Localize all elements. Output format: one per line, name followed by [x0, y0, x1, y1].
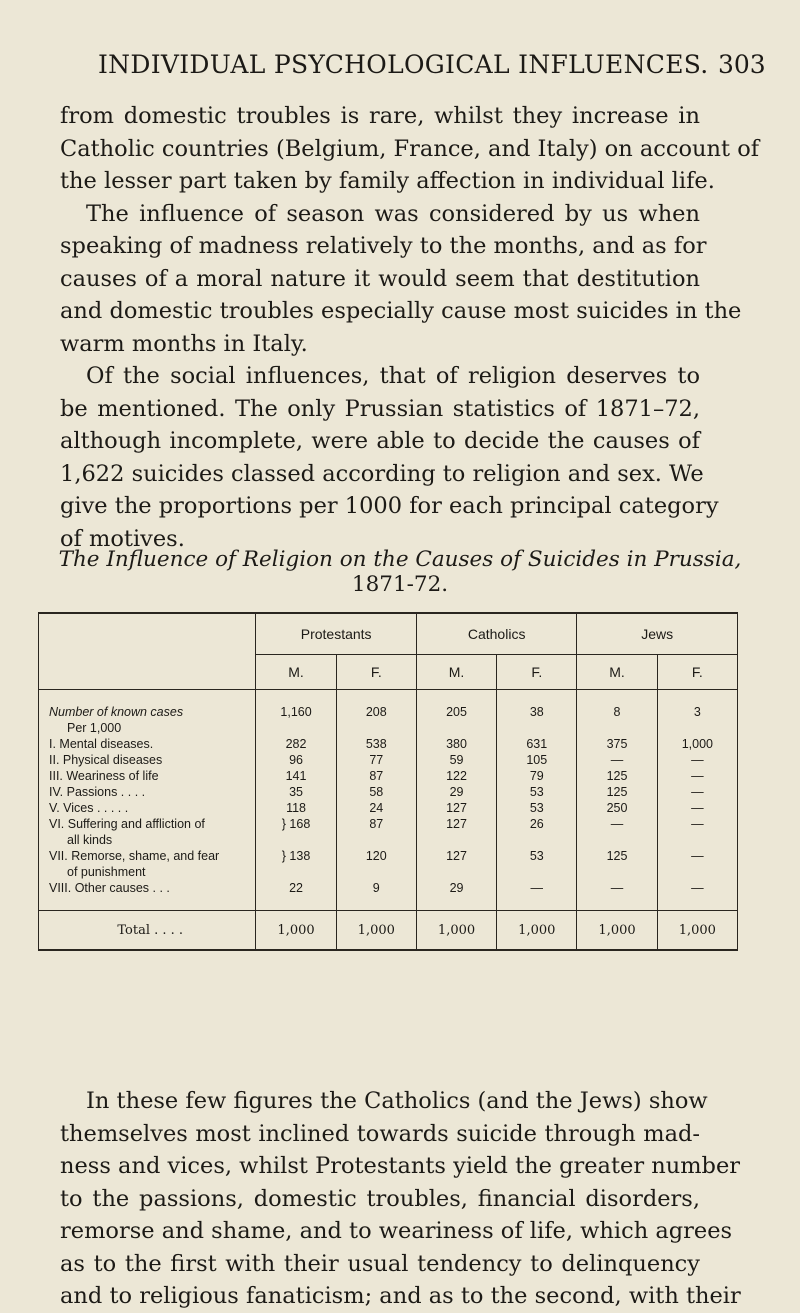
value-cell: 87 — [336, 816, 416, 848]
value-cell: 79 — [497, 768, 577, 784]
value-cell: 24 — [336, 800, 416, 816]
row-label-text: I. Mental diseases. — [49, 737, 154, 751]
text-line: be mentioned. The only Prussian statistics of 1871–72, — [60, 395, 700, 422]
table-row — [39, 880, 738, 896]
value-cell: 53 — [497, 848, 577, 880]
sex-header: M. — [577, 655, 657, 690]
table-row — [39, 752, 738, 768]
table-row — [39, 704, 738, 736]
value-cell: 538 — [336, 736, 416, 752]
value-cell: 282 — [256, 736, 336, 752]
value-cell: } 138 — [256, 848, 336, 880]
value-cell: 53 — [497, 784, 577, 800]
table-row — [39, 768, 738, 784]
value-cell: — — [657, 880, 737, 896]
table-caption-title: The Influence of Religion on the Causes of Suicides in Prussia, — [58, 547, 742, 572]
row-label — [39, 704, 256, 736]
total-cell: 1,000 — [577, 911, 657, 951]
row-label-text: II. Physical diseases — [49, 753, 163, 767]
text-line: The influence of season was considered by us when — [86, 200, 700, 227]
body-text-top — [60, 100, 760, 555]
row-label-text: III. Weariness of life — [49, 769, 159, 783]
text-line: In these few figures the Catholics (and the Jews) show — [86, 1088, 708, 1114]
table-row — [39, 848, 738, 880]
total-cell: 1,000 — [657, 911, 737, 951]
chapter-title: INDIVIDUAL PSYCHOLOGICAL INFLUENCES. — [98, 50, 709, 79]
text-line: and to religious fanaticism; and as to the second, with their — [60, 1283, 741, 1309]
value-cell: 125 — [577, 768, 657, 784]
row-label-subtext: all kinds — [67, 833, 113, 847]
text-line: to the passions, domestic troubles, financial disorders, — [60, 1185, 700, 1212]
text-line: as to the first with their usual tendency to delinquency — [60, 1250, 700, 1277]
row-label-text: IV. Passions . . . . — [49, 785, 146, 799]
text-line: the lesser part taken by family affection in individual life. — [60, 168, 715, 194]
sex-header: M. — [256, 655, 336, 690]
row-label-text: VIII. Other causes . . . — [49, 881, 170, 895]
text-line: Catholic countries (Belgium, France, and Italy) on account of — [60, 135, 760, 162]
text-line: from domestic troubles is rare, whilst they increase in — [60, 103, 700, 129]
value-cell: 77 — [336, 752, 416, 768]
value-cell: 96 — [256, 752, 336, 768]
value-cell: 35 — [256, 784, 336, 800]
value-cell: — — [577, 816, 657, 848]
value-cell: 380 — [416, 736, 496, 752]
group-header: Protestants — [256, 613, 417, 655]
value-cell: — — [577, 880, 657, 896]
value-cell: 38 — [497, 704, 577, 736]
total-cell: 1,000 — [336, 911, 416, 951]
value-cell: 127 — [416, 816, 496, 848]
row-label-subtext: Per 1,000 — [67, 721, 122, 735]
table-row — [39, 816, 738, 848]
value-cell: 205 — [416, 704, 496, 736]
total-cell: 1,000 — [497, 911, 577, 951]
sex-header: F. — [336, 655, 416, 690]
value-cell: 87 — [336, 768, 416, 784]
row-label — [39, 752, 256, 768]
text-line: ness and vices, whilst Protestants yield the greater number — [60, 1153, 741, 1179]
row-label — [39, 880, 256, 896]
row-label-text: VI. Suffering and affliction of — [49, 817, 205, 831]
value-cell: — — [657, 784, 737, 800]
total-cell: 1,000 — [416, 911, 496, 951]
row-label-subtext: of punishment — [67, 865, 146, 879]
row-label-text: Number of known cases — [49, 705, 184, 719]
body-text-bottom — [60, 1085, 741, 1313]
total-cell: 1,000 — [256, 911, 336, 951]
group-header: Jews — [577, 613, 738, 655]
table-row — [39, 800, 738, 816]
row-label — [39, 768, 256, 784]
text-line: give the proportions per 1000 for each principal category — [60, 493, 719, 519]
value-cell: 3 — [657, 704, 737, 736]
value-cell: 29 — [416, 880, 496, 896]
value-cell: 58 — [336, 784, 416, 800]
value-cell: — — [657, 752, 737, 768]
text-line: Of the social influences, that of religion deserves to — [86, 363, 700, 389]
row-label — [39, 736, 256, 752]
table-header-groups — [39, 613, 738, 655]
text-line: warm months in Italy. — [60, 330, 308, 357]
value-cell: 208 — [336, 704, 416, 736]
value-cell: 53 — [497, 800, 577, 816]
value-cell: 26 — [497, 816, 577, 848]
sex-header: F. — [497, 655, 577, 690]
value-cell: — — [657, 848, 737, 880]
group-header: Catholics — [416, 613, 577, 655]
running-header — [0, 50, 800, 90]
text-line: causes of a moral nature it would seem that destitution — [60, 265, 700, 292]
value-cell: 127 — [416, 848, 496, 880]
row-label-text: V. Vices . . . . . — [49, 801, 129, 815]
value-cell: 9 — [336, 880, 416, 896]
value-cell: 375 — [577, 736, 657, 752]
text-line: of motives. — [60, 525, 185, 552]
value-cell: 120 — [336, 848, 416, 880]
row-label-text: VII. Remorse, shame, and fear — [49, 849, 220, 863]
value-cell: 125 — [577, 784, 657, 800]
value-cell: 59 — [416, 752, 496, 768]
table-corner-cell — [39, 613, 256, 690]
table-row — [39, 736, 738, 752]
value-cell: — — [657, 768, 737, 784]
value-cell: — — [497, 880, 577, 896]
table-caption-years: 1871-72. — [351, 572, 449, 597]
total-label: Total . . . . — [39, 911, 256, 951]
value-cell: 250 — [577, 800, 657, 816]
page-number: 303 — [718, 50, 766, 79]
text-line: themselves most inclined towards suicide through mad- — [60, 1120, 700, 1147]
value-cell: 105 — [497, 752, 577, 768]
text-line: remorse and shame, and to weariness of life, which agrees — [60, 1218, 733, 1244]
value-cell: 22 — [256, 880, 336, 896]
table-row — [39, 784, 738, 800]
value-cell: 1,160 — [256, 704, 336, 736]
text-line: speaking of madness relatively to the months, and as for — [60, 233, 707, 259]
text-line: 1,622 suicides classed according to religion and sex. We — [60, 460, 704, 487]
value-cell: 631 — [497, 736, 577, 752]
text-line: although incomplete, were able to decide the causes of — [60, 428, 700, 454]
value-cell: 118 — [256, 800, 336, 816]
row-label — [39, 816, 256, 848]
row-label — [39, 800, 256, 816]
value-cell: 122 — [416, 768, 496, 784]
sex-header: F. — [657, 655, 737, 690]
table-body — [39, 704, 738, 896]
value-cell: 141 — [256, 768, 336, 784]
religion-suicide-table — [38, 612, 738, 951]
value-cell: — — [657, 800, 737, 816]
row-label — [39, 848, 256, 880]
value-cell: 1,000 — [657, 736, 737, 752]
value-cell: } 168 — [256, 816, 336, 848]
value-cell: 125 — [577, 848, 657, 880]
sex-header: M. — [416, 655, 496, 690]
value-cell: 29 — [416, 784, 496, 800]
table-total-row — [39, 911, 738, 951]
row-label — [39, 784, 256, 800]
table-caption — [0, 547, 800, 597]
value-cell: — — [657, 816, 737, 848]
text-line: and domestic troubles especially cause most suicides in the — [60, 298, 742, 324]
value-cell: — — [577, 752, 657, 768]
value-cell: 127 — [416, 800, 496, 816]
value-cell: 8 — [577, 704, 657, 736]
